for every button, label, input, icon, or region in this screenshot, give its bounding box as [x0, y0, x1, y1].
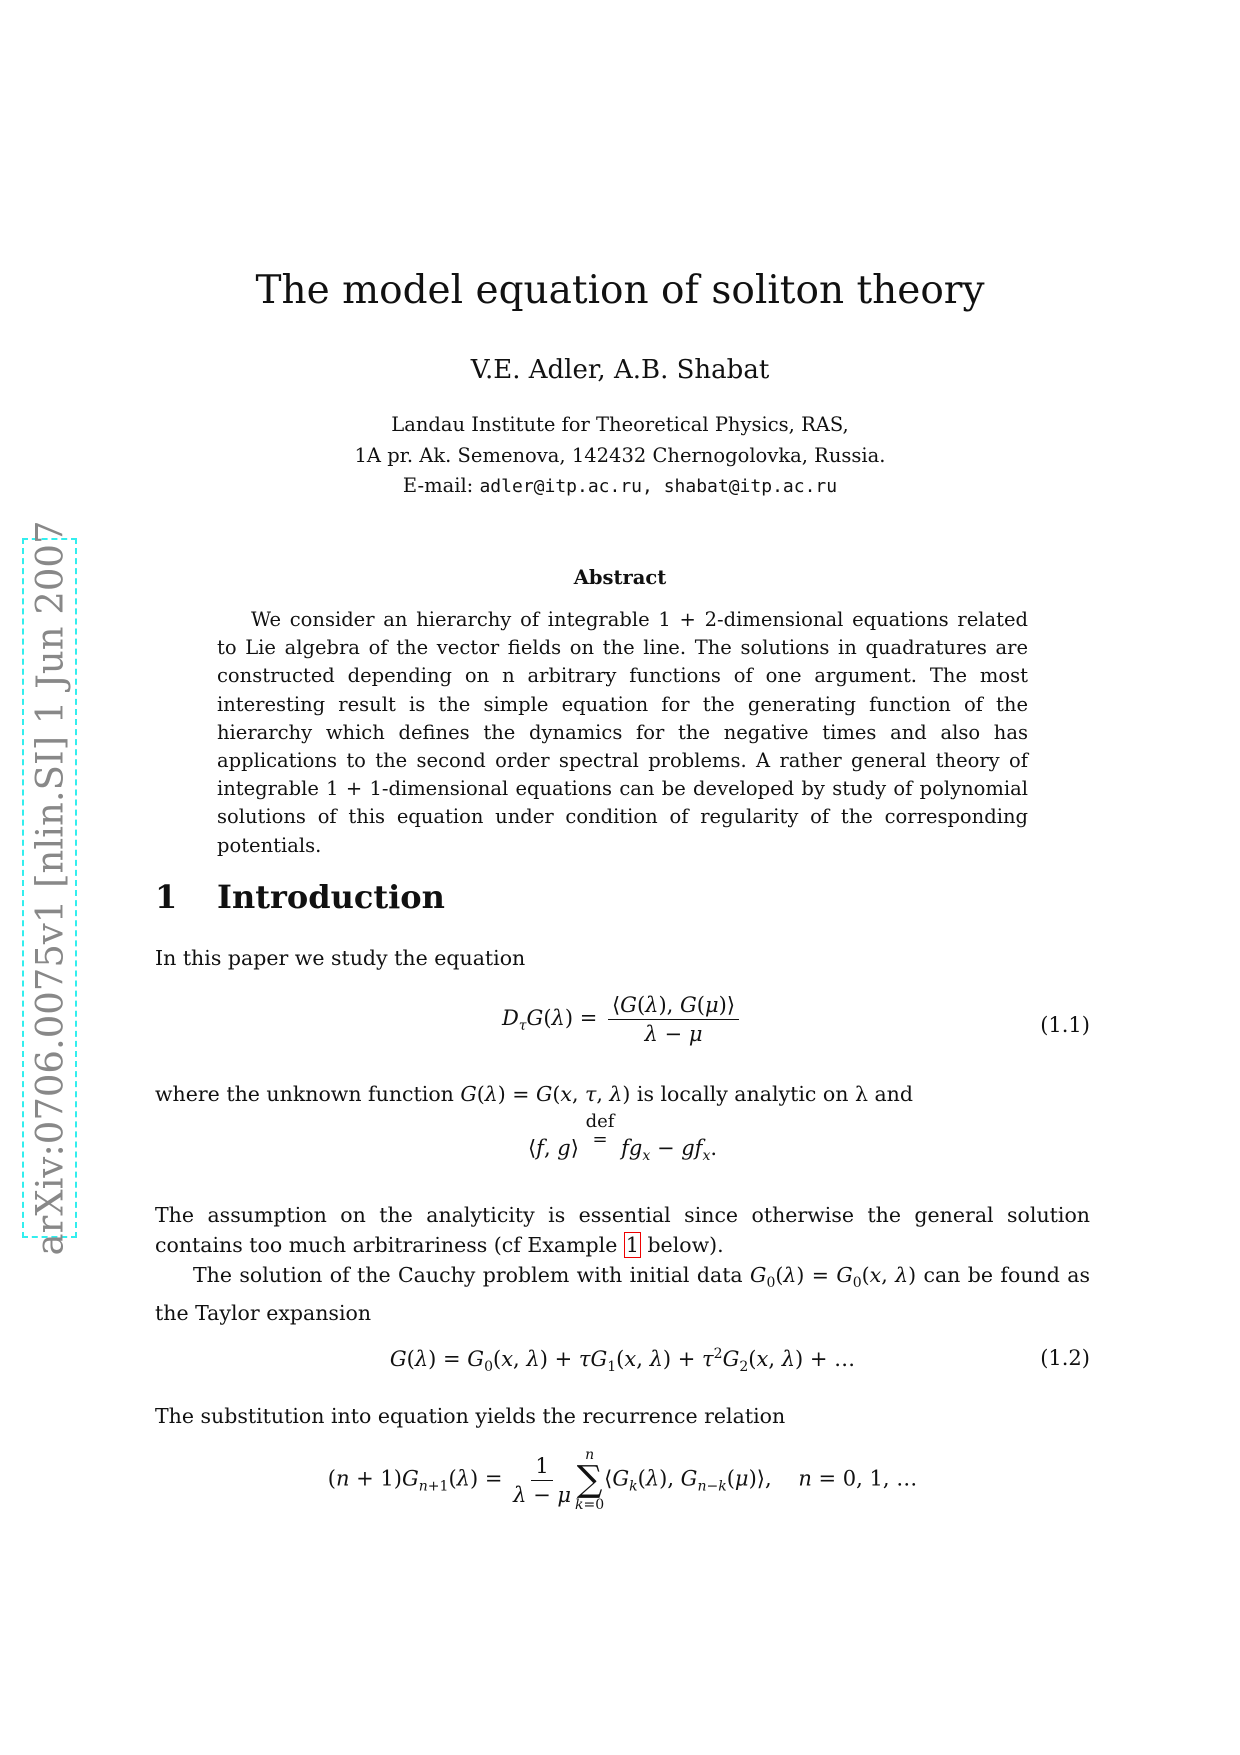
affiliation-line-2: 1A pr. Ak. Semenova, 142432 Chernogolovka, Russia. [354, 444, 886, 467]
recurrence-equation: $(n + 1)G_{n+1}(\lambda)$ = $\frac{1}{\lambda - \mu}$ n ∑ k=0 $⟨G_k(\lambda)$, $G_{n-k}(\mu)⟩$, n = 0, 1, … [327, 1447, 918, 1513]
email-line [0, 474, 1240, 497]
paragraph-5: The substitution into equation yields the recurrence relation [155, 1404, 786, 1428]
paper-title: The model equation of soliton theory [255, 268, 985, 313]
emails[interactable]: adler@itp.ac.ru, shabat@itp.ac.ru [479, 476, 838, 497]
section-title: Introduction [217, 878, 445, 916]
definition-bracket: ⟨f, g⟩ def = $fg_x - gf_x$. [527, 1111, 718, 1165]
paragraph-1: In this paper we study the equation [155, 946, 526, 970]
example-ref-link[interactable]: 1 [625, 1233, 639, 1257]
section-number: 1 [155, 878, 178, 916]
equation-number: (1.2) [1040, 1346, 1090, 1370]
equation-1-1: $D_\tau G(\lambda)$ = $\frac{⟨G(\lambda), G(\mu)⟩}{\lambda - \mu}$ (1.1) [501, 993, 1090, 1046]
section-heading [155, 878, 445, 916]
email-label: E-mail: [402, 474, 474, 497]
paragraph-3: The assumption on the analyticity is essential since otherwise the general solution contains too much arbitrariness (cf Example 1 below). The solution of the Cauchy problem with initial data $G_0(\lambda) = G_0(x$, λ) can be found as the Taylor expansion [155, 1203, 1090, 1326]
paragraph-2: where the unknown function G(λ) = G(x, τ, λ) is locally analytic on λ and [155, 1082, 914, 1106]
equation-1-2: $G(\lambda) = G_0(x$, $\lambda) + \tau G_1(x$, $\lambda) + \tau^2G_2(x$, λ) + … (1.2) [389, 1346, 1090, 1376]
equation-number: (1.1) [1040, 1013, 1090, 1037]
abstract-body [217, 606, 1028, 860]
arxiv-stamp-text: arXiv:0706.0075v1 [nlin.SI] 1 Jun 2007 [28, 520, 71, 1256]
authors: V.E. Adler, A.B. Shabat [470, 355, 770, 385]
affiliation-line-1: Landau Institute for Theoretical Physics, RAS, [391, 413, 849, 436]
abstract-heading: Abstract [573, 566, 667, 589]
arxiv-stamp[interactable] [22, 520, 77, 1256]
abstract-text: We consider an hierarchy of integrable 1 + 2-dimensional equations related to Lie algebra of the vector fields on the line. The solutions in quadratures are constructed depending on n arbitrary functions of one argument. The most interesting result is the simple equation for the generating function of the hierarchy which defines the dynamics for the negative times and also has applications to the second order spectral problems. A rather general theory of integrable 1 + 1-dimensional equations can be developed by study of polynomial solutions of this equation under condition of regularity of the corresponding potentials. [217, 608, 1028, 857]
